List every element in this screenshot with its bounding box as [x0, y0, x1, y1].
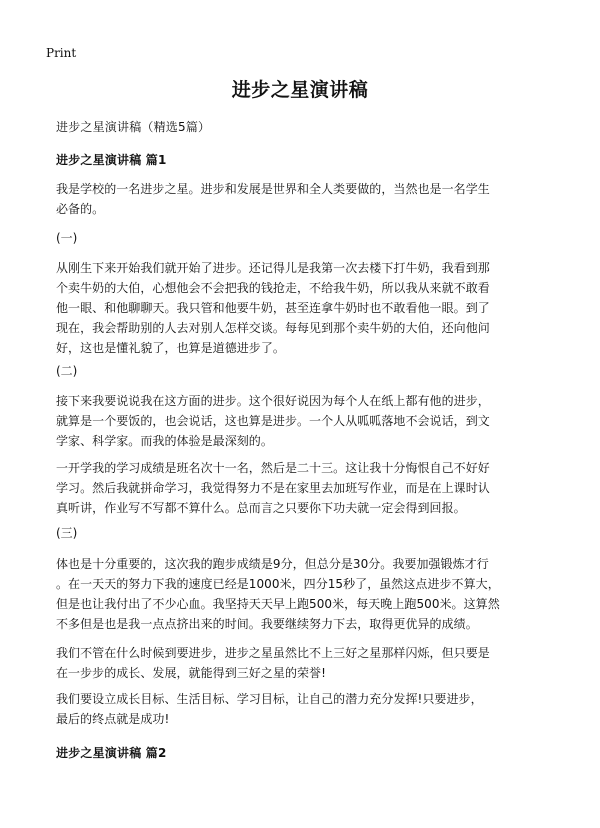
- section-heading-1: 进步之星演讲稿 篇1: [56, 153, 167, 167]
- section-marker-two: (二): [56, 364, 78, 378]
- paragraph-two: 接下来我要说说我在这方面的进步。这个很好说因为每个人在纸上都有他的进步， 就算是一个要饭的，也会说话，这也算是进步。一个人从呱呱落地不会说话，到文 学家、科学家。而我的体验是最深刻的。: [56, 394, 490, 448]
- paragraph-six: 我们要设立成长目标、生活目标、学习目标，让自己的潜力充分发挥!只要进步， 最后的终点就是成功!: [56, 692, 483, 726]
- intro-paragraph: 我是学校的一名进步之星。进步和发展是世界和全人类要做的，当然也是一名学生 必备的。: [56, 182, 490, 216]
- section-marker-one: (一): [56, 231, 78, 245]
- print-label: Print: [46, 46, 77, 60]
- paragraph-five: 我们不管在什么时候到要进步，进步之星虽然比不上三好之星那样闪烁，但只要是 在一步步的成长、发展，就能得到三好之星的荣誉!: [56, 646, 490, 680]
- paragraph-one: 从刚生下来开始我们就开始了进步。还记得儿是我第一次去楼下打牛奶，我看到那 个卖牛奶的大伯，心想他会不会把我的钱抢走，不给我牛奶，所以我从来就不敢看 他一眼、和他聊聊天。我只管和他要牛奶，甚至连拿牛奶时也不敢看他一眼。到了 现在，我会帮助别的人去对别人怎样交谈。每每见到那个卖牛奶的大伯，还向他问 好，这也是懂礼貌了，也算是道德进步了。: [56, 261, 490, 355]
- paragraph-three: 一开学我的学习成绩是班名次十一名，然后是二十三。这让我十分悔恨自己不好好 学习。然后我就拼命学习，我觉得努力不是在家里去加班写作业，而是在上课时认 真听讲，作业写不写都不算什么。总而言之只要你下功夫就一定会得到回报。: [56, 461, 490, 515]
- paragraph-four: 体也是十分重要的，这次我的跑步成绩是9分，但总分是30分。我要加强锻炼才行 。在一天天的努力下我的速度已经是1000米，四分15秒了，虽然这点进步不算大， 但是也让我付出了不少心血。我坚持天天早上跑500米，每天晚上跑500米。这算然 不多但是也是我一点点挤出来的时间。我要继续努力下去，取得更优异的成绩。: [56, 557, 500, 631]
- document-subtitle: 进步之星演讲稿（精选5篇）: [56, 120, 211, 134]
- section-marker-three: (三): [56, 526, 78, 540]
- section-heading-2: 进步之星演讲稿 篇2: [56, 746, 167, 760]
- page-title: 进步之星演讲稿: [231, 79, 369, 101]
